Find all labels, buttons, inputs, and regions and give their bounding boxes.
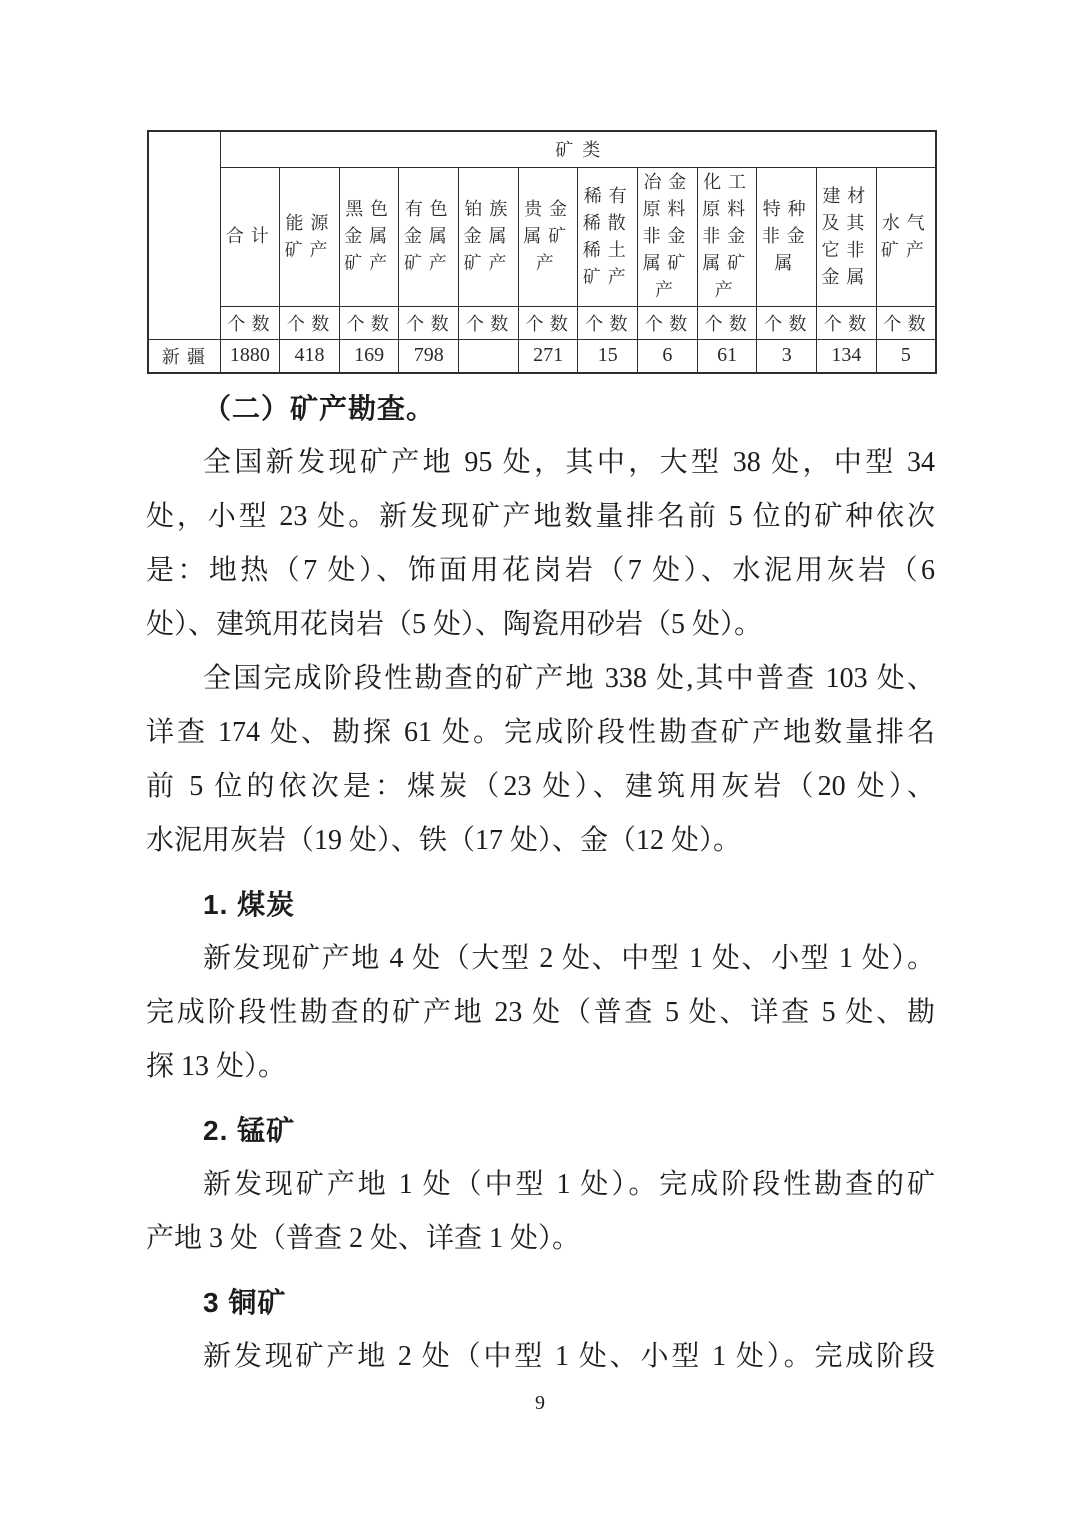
value-cell: 3 <box>757 339 817 373</box>
row-header-cell: 新疆 <box>148 339 220 373</box>
column-header-cell: 化工原料非金属矿产 <box>697 167 757 306</box>
table-corner-cell <box>148 131 220 339</box>
unit-label-cell: 个数 <box>339 306 399 339</box>
column-header-cell: 有色金属矿产 <box>399 167 459 306</box>
unit-label-cell: 个数 <box>399 306 459 339</box>
column-header-cell: 黑色金属矿产 <box>339 167 399 306</box>
mineral-statistics-table <box>147 130 937 374</box>
table-unit-row <box>148 306 936 339</box>
unit-label-cell: 个数 <box>518 306 578 339</box>
text-line: 前 5 位的依次是：煤炭（23 处）、建筑用灰岩（20 处）、 <box>146 771 935 802</box>
text-line: 探 13 处）。 <box>146 1051 287 1082</box>
text-line: 水泥用灰岩（19 处）、铁（17 处）、金（12 处）。 <box>146 825 742 856</box>
unit-label-cell: 个数 <box>817 306 877 339</box>
paragraph-manganese <box>146 1158 935 1266</box>
value-cell: 418 <box>280 339 340 373</box>
value-cell: 5 <box>876 339 936 373</box>
column-header-cell: 建材及其它非金属 <box>817 167 877 306</box>
column-header-cell: 铂族金属矿产 <box>459 167 519 306</box>
text-line: 处，小型 23 处。新发现矿产地数量排名前 5 位的矿种依次 <box>146 501 935 532</box>
value-cell: 15 <box>578 339 638 373</box>
paragraph-new-discoveries <box>146 436 935 652</box>
paragraph-copper <box>146 1330 935 1384</box>
text-line: 全国完成阶段性勘查的矿产地 338 处,其中普查 103 处、 <box>203 663 935 694</box>
column-header-cell: 合计 <box>220 167 280 306</box>
table-column-header-row <box>148 167 936 306</box>
unit-label-cell: 个数 <box>459 306 519 339</box>
text-line: 详查 174 处、勘探 61 处。完成阶段性勘查矿产地数量排名 <box>146 717 935 748</box>
section-heading: （二）矿产勘查。 <box>203 393 436 424</box>
value-cell: 271 <box>518 339 578 373</box>
column-header-cell: 稀有稀散稀土矿产 <box>578 167 638 306</box>
unit-label-cell: 个数 <box>697 306 757 339</box>
text-line: 新发现矿产地 1 处（中型 1 处）。完成阶段性勘查的矿 <box>203 1169 935 1200</box>
column-header-cell: 能源矿产 <box>280 167 340 306</box>
text-line: 完成阶段性勘查的矿产地 23 处（普查 5 处、详查 5 处、勘 <box>146 997 935 1028</box>
table-group-header-row <box>148 131 936 167</box>
subheading-copper: 3 铜矿 <box>203 1287 287 1318</box>
text-line: 新发现矿产地 4 处（大型 2 处、中型 1 处、小型 1 处）。 <box>203 943 935 974</box>
value-cell: 61 <box>697 339 757 373</box>
unit-label-cell: 个数 <box>638 306 698 339</box>
unit-label-cell: 个数 <box>280 306 340 339</box>
document-body <box>146 382 935 1384</box>
text-line: 新发现矿产地 2 处（中型 1 处、小型 1 处）。完成阶段 <box>203 1341 935 1372</box>
subheading-coal: 1. 煤炭 <box>203 889 296 920</box>
column-header-cell: 特种非金属 <box>757 167 817 306</box>
column-header-cell: 冶金原料非金属矿产 <box>638 167 698 306</box>
paragraph-coal <box>146 932 935 1094</box>
table-group-header-cell: 矿类 <box>220 131 936 167</box>
paragraph-staged-exploration <box>146 652 935 868</box>
table-data-row <box>148 339 936 373</box>
value-cell <box>459 339 519 373</box>
text-line: 产地 3 处（普查 2 处、详查 1 处）。 <box>146 1223 581 1254</box>
unit-label-cell: 个数 <box>876 306 936 339</box>
value-cell: 6 <box>638 339 698 373</box>
text-line: 是：地热（7 处）、饰面用花岗岩（7 处）、水泥用灰岩（6 <box>146 555 935 586</box>
unit-label-cell: 个数 <box>757 306 817 339</box>
unit-label-cell: 个数 <box>220 306 280 339</box>
value-cell: 169 <box>339 339 399 373</box>
text-line: 处）、建筑用花岗岩（5 处）、陶瓷用砂岩（5 处）。 <box>146 609 763 640</box>
column-header-cell: 贵金属矿产 <box>518 167 578 306</box>
value-cell: 1880 <box>220 339 280 373</box>
subheading-manganese: 2. 锰矿 <box>203 1115 296 1146</box>
value-cell: 134 <box>817 339 877 373</box>
value-cell: 798 <box>399 339 459 373</box>
column-header-cell: 水气矿产 <box>876 167 936 306</box>
page-number: 9 <box>535 1392 545 1414</box>
unit-label-cell: 个数 <box>578 306 638 339</box>
text-line: 全国新发现矿产地 95 处，其中，大型 38 处，中型 34 <box>203 447 935 478</box>
